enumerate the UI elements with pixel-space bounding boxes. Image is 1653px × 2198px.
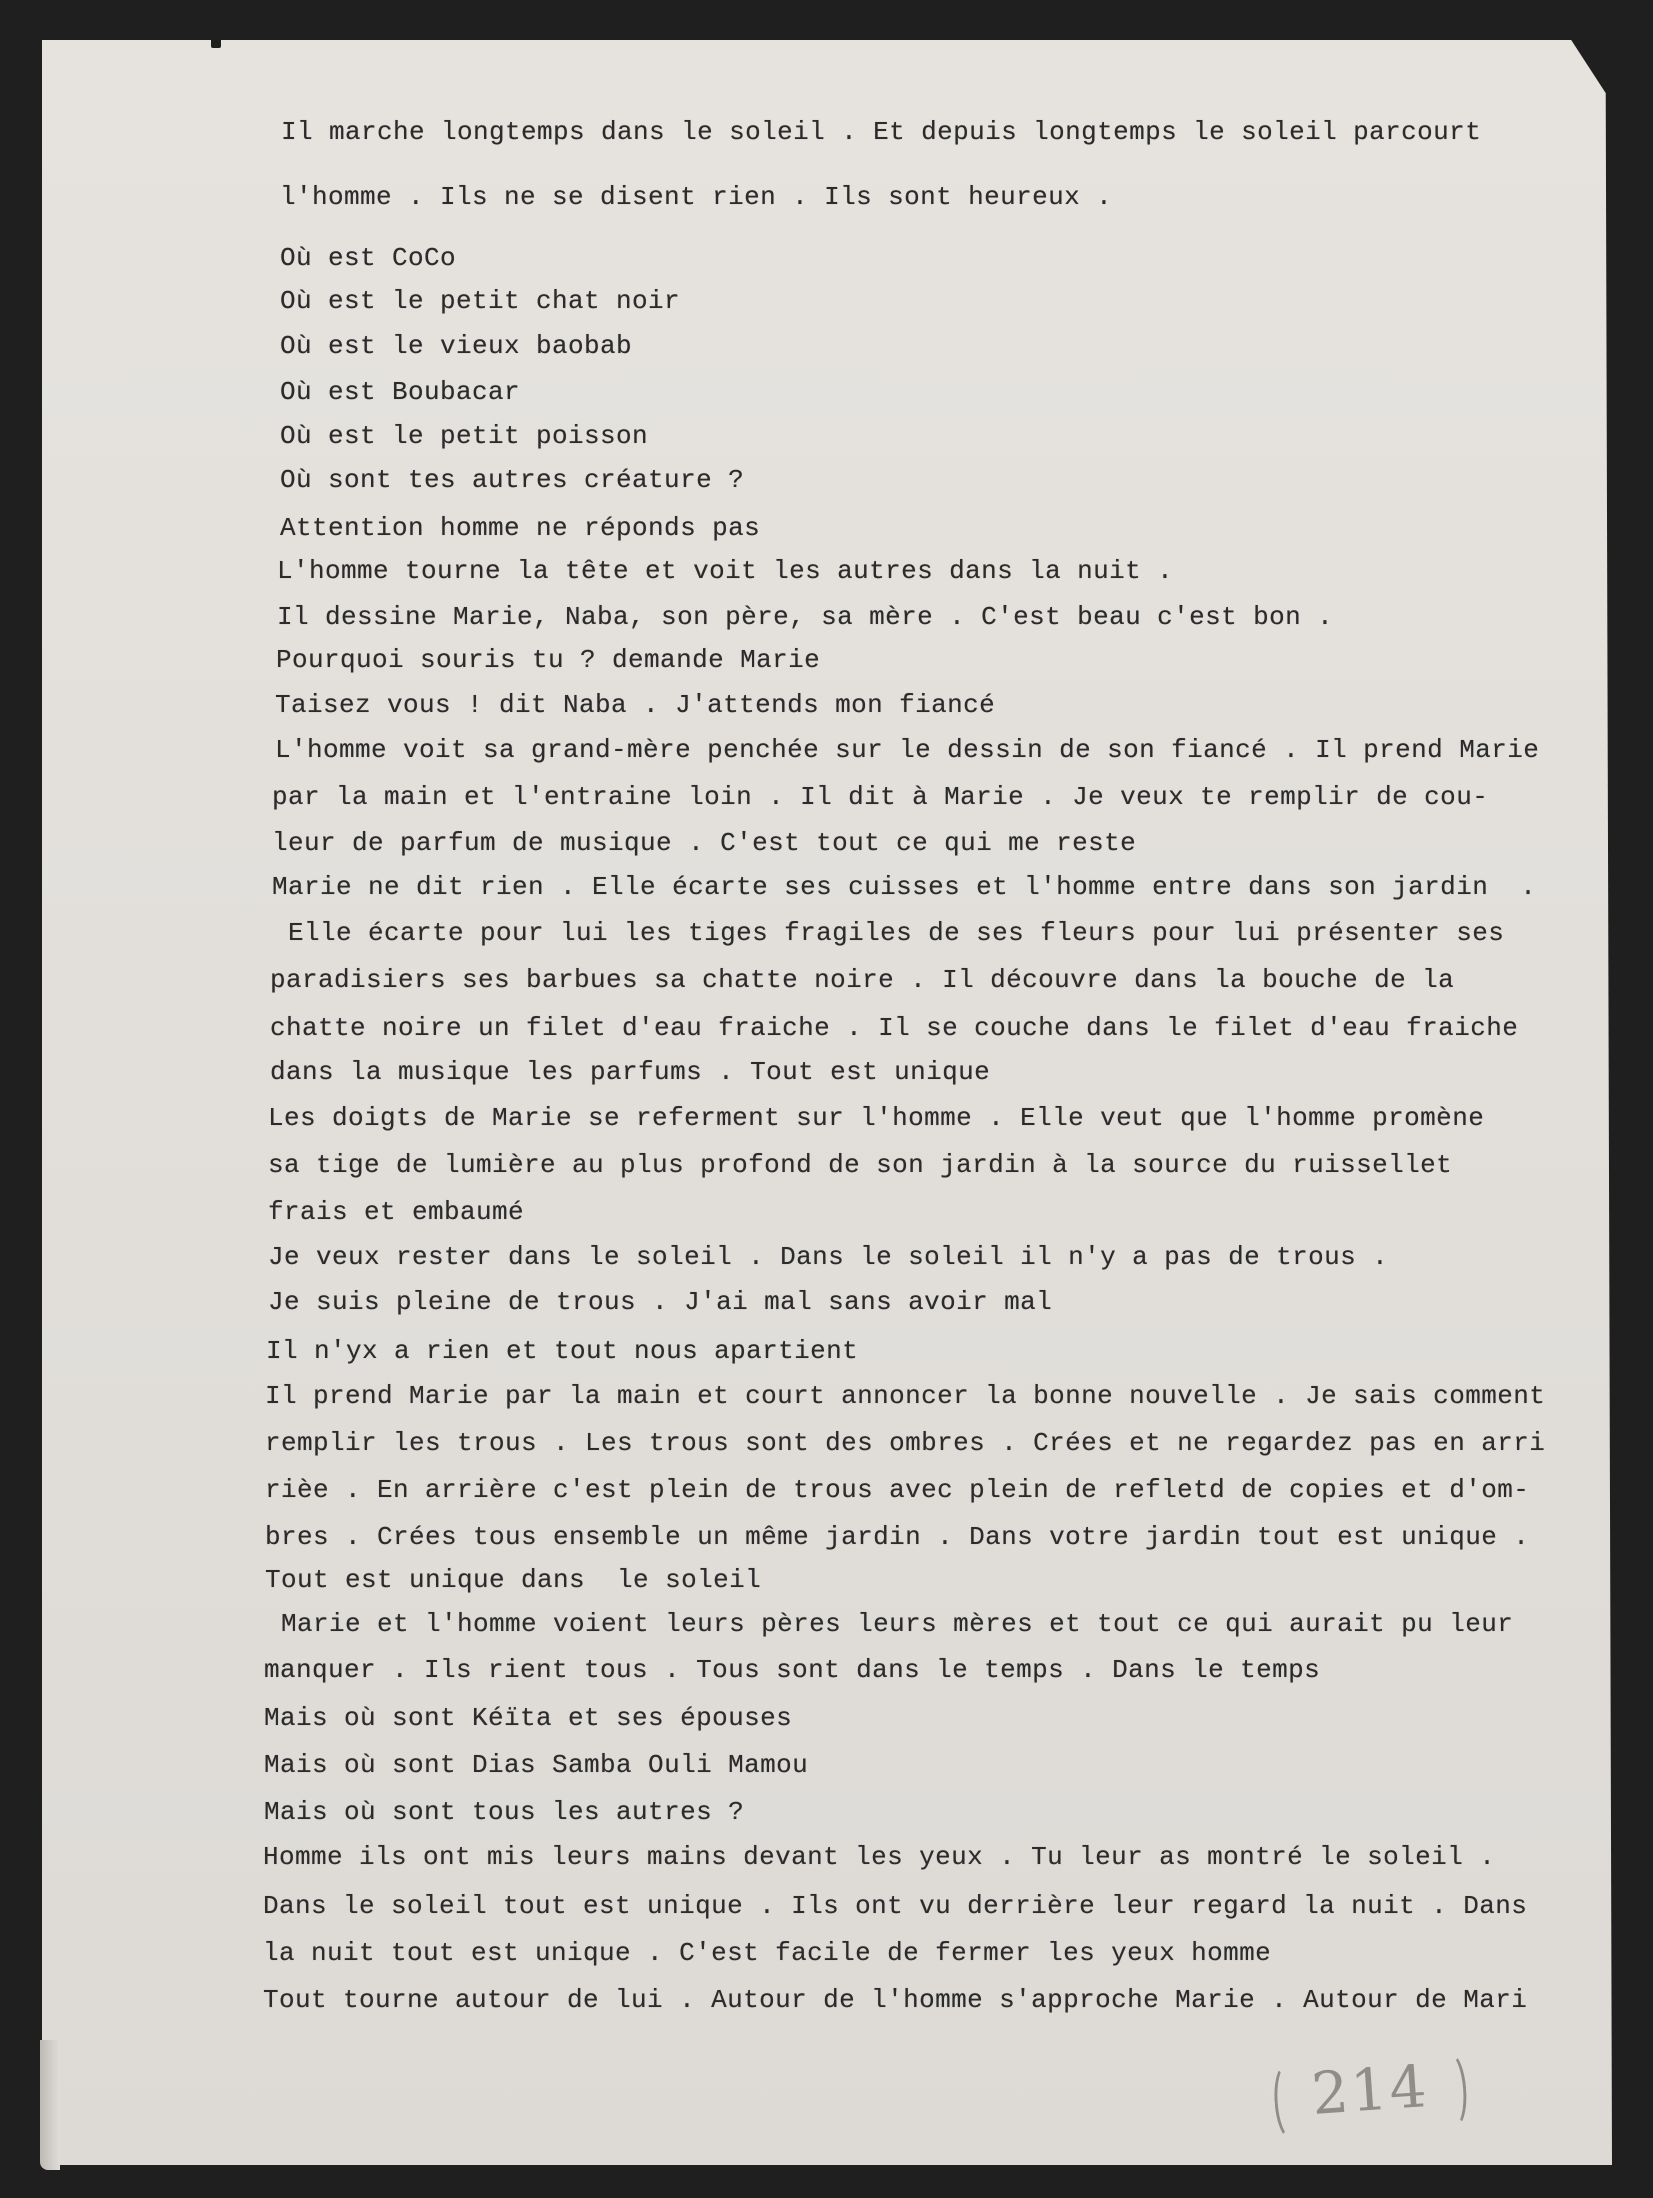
text-line: Dans le soleil tout est unique . Ils ont vu derrière leur regard la nuit . Dans [263, 1891, 1528, 1921]
text-line: Où est le petit poisson [280, 421, 649, 451]
text-line: Mais où sont Dias Samba Ouli Mamou [264, 1750, 809, 1780]
text-line: Tout tourne autour de lui . Autour de l'homme s'approche Marie . Autour de Mari [263, 1985, 1528, 2015]
text-line: Où est le vieux baobab [280, 331, 633, 361]
text-line: Marie et l'homme voient leurs pères leurs mères et tout ce qui aurait pu leur [265, 1609, 1514, 1639]
text-line: Où est le petit chat noir [280, 286, 681, 316]
text-line: chatte noire un filet d'eau fraiche . Il se couche dans le filet d'eau fraiche [270, 1013, 1519, 1043]
text-line: rièe . En arrière c'est plein de trous avec plein de refletd de copies et d'om- [265, 1475, 1530, 1505]
text-line: paradisiers ses barbues sa chatte noire . Il découvre dans la bouche de la [270, 965, 1455, 995]
handwritten-page-number: 214 [1277, 2044, 1462, 2136]
text-line: L'homme tourne la tête et voit les autres dans la nuit . [277, 556, 1174, 586]
text-line: l'homme . Ils ne se disent rien . Ils sont heureux . [280, 182, 1113, 212]
text-line: la nuit tout est unique . C'est facile de fermer les yeux homme [263, 1938, 1272, 1968]
text-line: remplir les trous . Les trous sont des ombres . Crées et ne regardez pas en arri [265, 1428, 1546, 1458]
text-line: Je suis pleine de trous . J'ai mal sans avoir mal [268, 1287, 1053, 1317]
text-line: Où sont tes autres créature ? [280, 465, 745, 495]
text-line: Mais où sont tous les autres ? [264, 1797, 745, 1827]
text-line: leur de parfum de musique . C'est tout ce qui me reste [272, 828, 1137, 858]
text-line: Les doigts de Marie se referment sur l'homme . Elle veut que l'homme promène [268, 1103, 1485, 1133]
text-line: Il prend Marie par la main et court annoncer la bonne nouvelle . Je sais comment [265, 1381, 1546, 1411]
text-line: bres . Crées tous ensemble un même jardin . Dans votre jardin tout est unique . [265, 1522, 1530, 1552]
text-line: Homme ils ont mis leurs mains devant les yeux . Tu leur as montré le soleil . [263, 1842, 1496, 1872]
text-line: Où est Boubacar [280, 377, 521, 407]
text-line: Où est CoCo [280, 243, 457, 273]
text-line: Taisez vous ! dit Naba . J'attends mon fiancé [275, 690, 996, 720]
text-line: manquer . Ils rient tous . Tous sont dans le temps . Dans le temps [264, 1655, 1321, 1685]
text-line: Pourquoi souris tu ? demande Marie [276, 645, 821, 675]
text-line: Il n'yx a rien et tout nous apartient [266, 1336, 859, 1366]
text-line: dans la musique les parfums . Tout est unique [270, 1057, 991, 1087]
text-line: Marie ne dit rien . Elle écarte ses cuisses et l'homme entre dans son jardin . [272, 872, 1537, 902]
text-line: Je veux rester dans le soleil . Dans le soleil il n'y a pas de trous . [268, 1242, 1389, 1272]
text-line: Il dessine Marie, Naba, son père, sa mère . C'est beau c'est bon . [277, 602, 1334, 632]
text-line: Il marche longtemps dans le soleil . Et depuis longtemps le soleil parcourt [281, 117, 1482, 147]
text-line: sa tige de lumière au plus profond de son jardin à la source du ruissellet [268, 1150, 1453, 1180]
text-line: Tout est unique dans le soleil [265, 1565, 762, 1595]
text-line: Mais où sont Kéïta et ses épouses [264, 1703, 793, 1733]
text-line: L'homme voit sa grand-mère penchée sur le dessin de son fiancé . Il prend Marie [275, 735, 1540, 765]
text-line: Attention homme ne réponds pas [280, 513, 761, 543]
text-line: Elle écarte pour lui les tiges fragiles de ses fleurs pour lui présenter ses [272, 918, 1505, 948]
text-line: par la main et l'entraine loin . Il dit à Marie . Je veux te remplir de cou- [272, 782, 1489, 812]
text-line: frais et embaumé [268, 1197, 525, 1227]
